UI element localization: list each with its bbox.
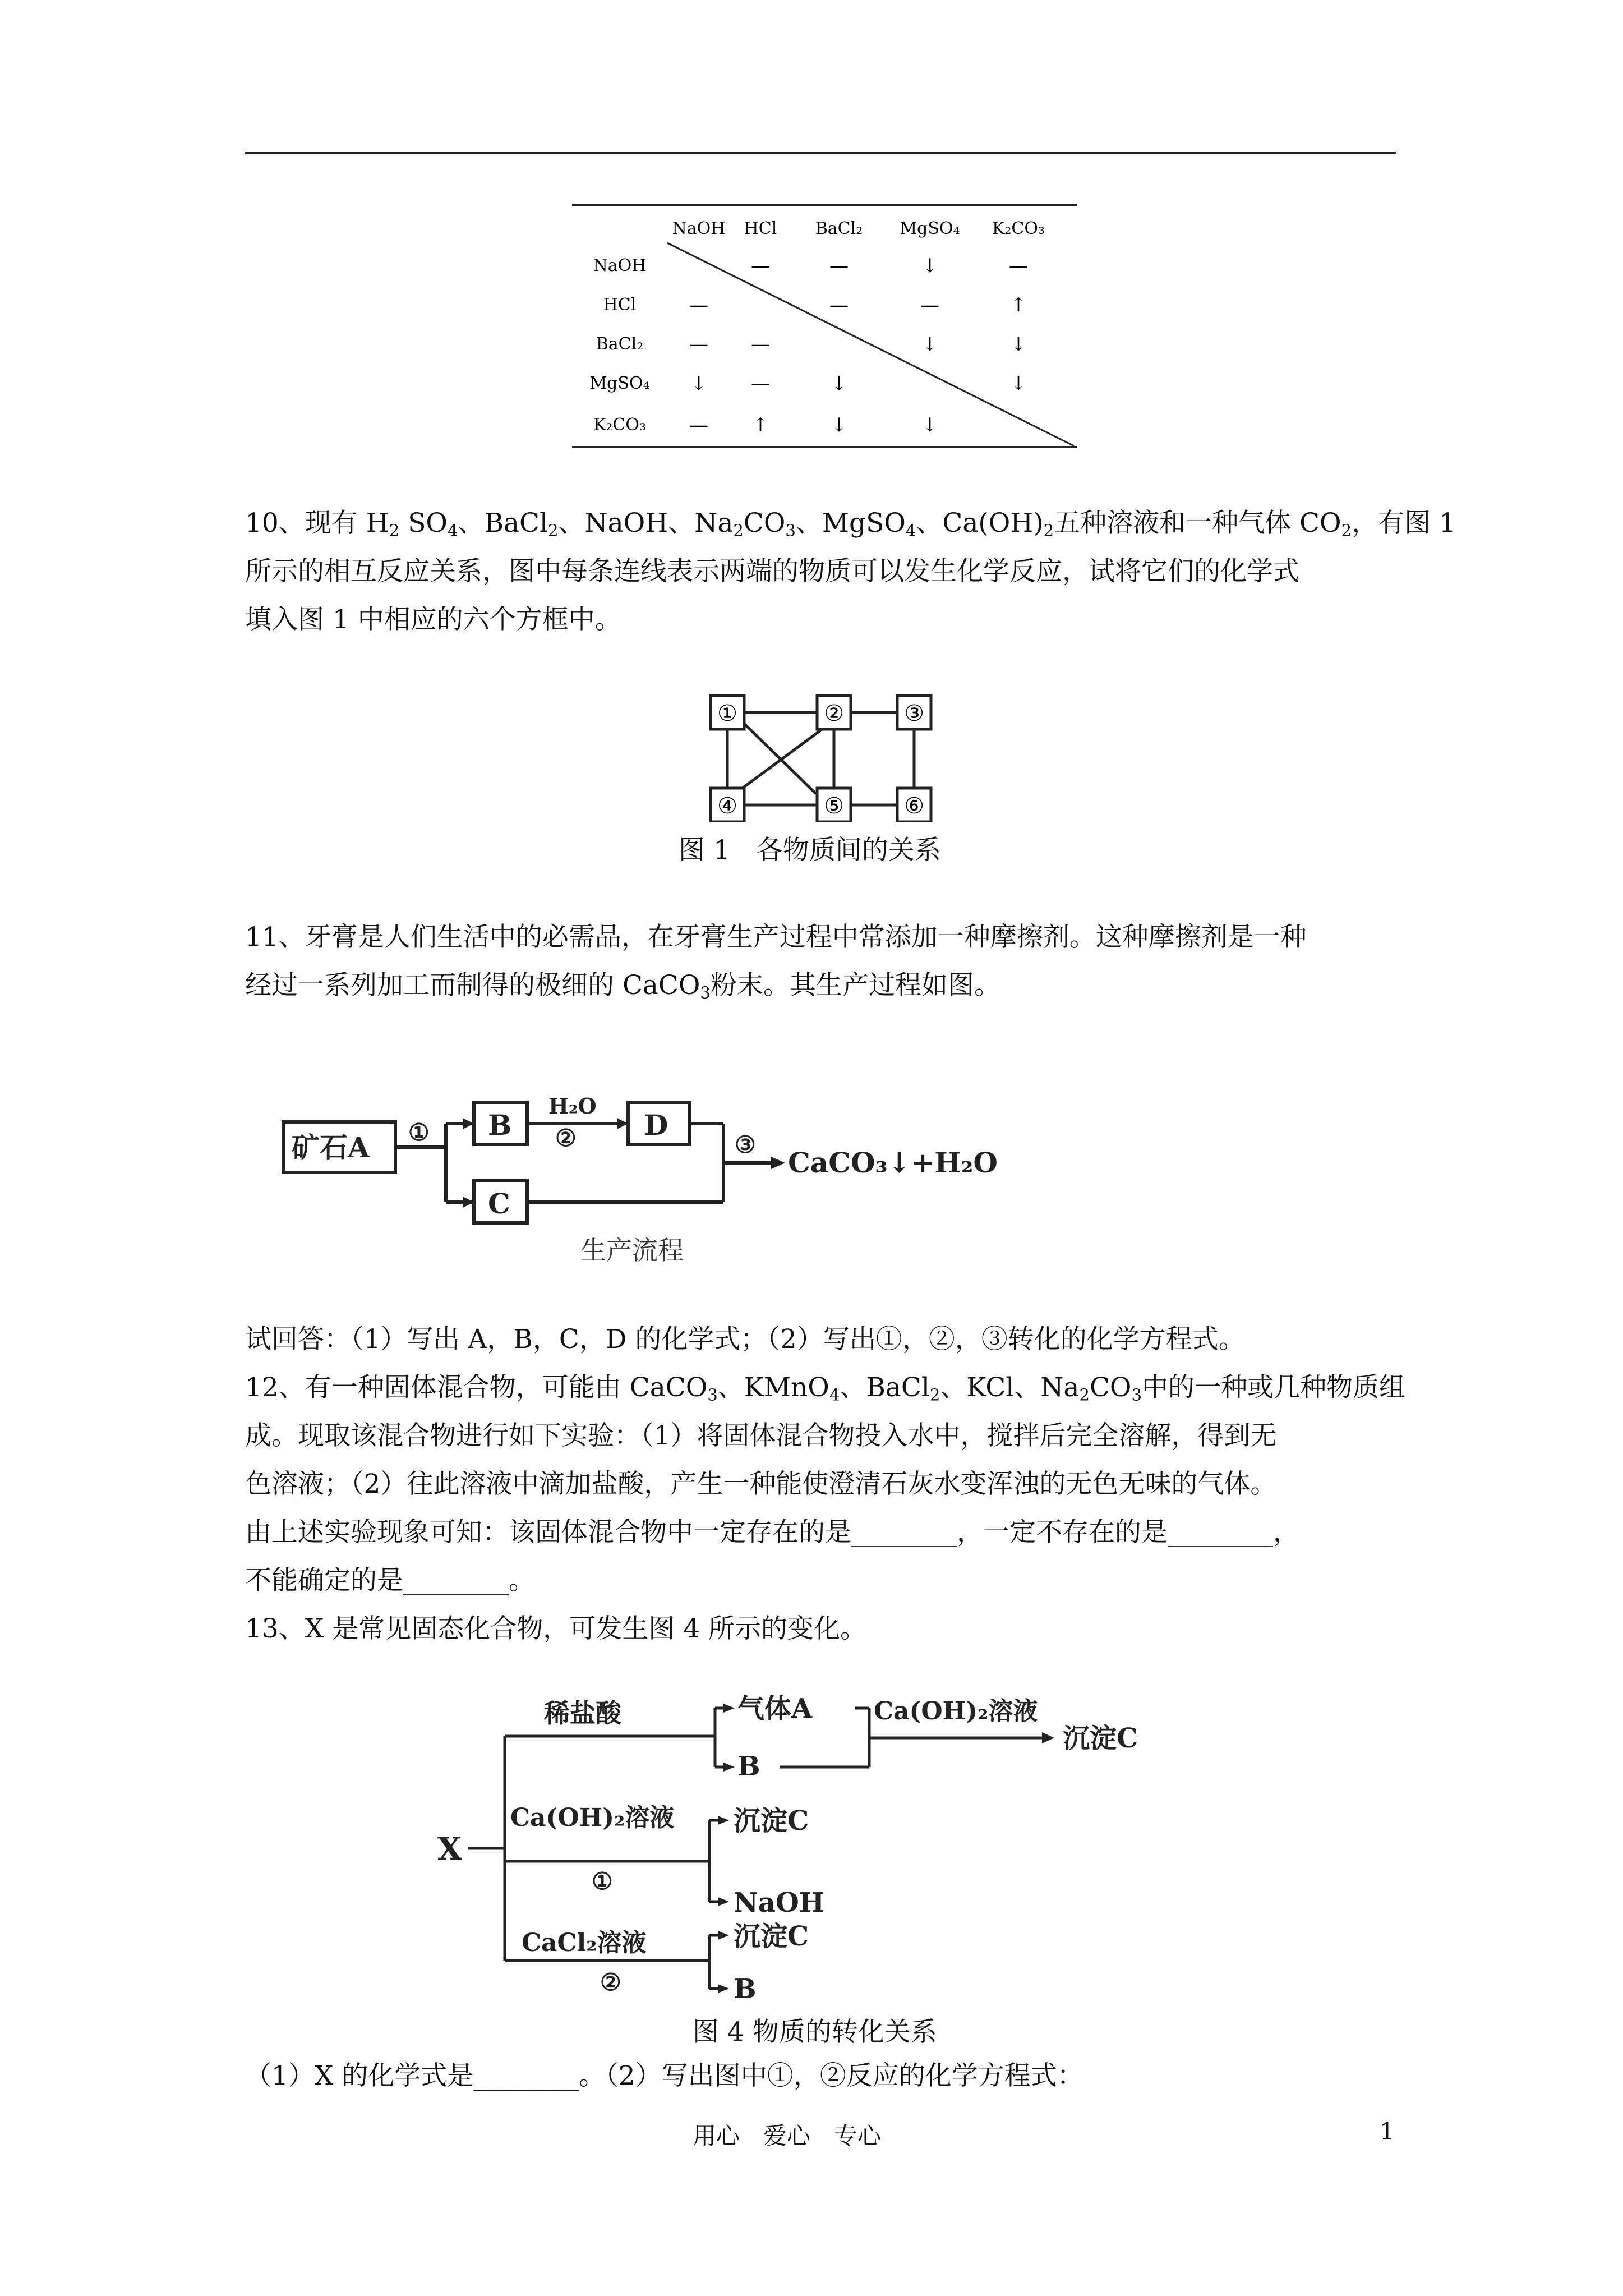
figure-4-step-2: ②	[600, 1968, 621, 1996]
question-11-line: 经过一系列加工而制得的极细的 CaCO$_3$粉末。其生产过程如图。	[245, 970, 1000, 1002]
figure-4-precipitate-c-1: 沉淀C	[1063, 1723, 1138, 1754]
question-10	[245, 499, 1456, 644]
table-header: K₂CO₃	[992, 219, 1045, 238]
table-cell: ↓	[921, 414, 938, 436]
figure-4-limewater: Ca(OH)₂溶液	[874, 1697, 1038, 1726]
figure-4-reagent-2: Ca(OH)₂溶液	[510, 1803, 675, 1832]
question-10-line: 10、现有 $H_2$ $SO_4$、BaCl$_2$、NaOH、$Na_2CO_3$、MgSO$_4$、$Ca(OH)_2$五种溶液和一种气体 $CO_2$，有图 1	[245, 508, 1456, 540]
question-12-line: 12、有一种固体混合物，可能由 CaCO$_3$、KMnO$_4$、BaCl$_2$、KCl、$Na_2CO_3$中的一种或几种物质组	[245, 1372, 1405, 1405]
table-row-label: NaOH	[593, 256, 647, 275]
question-11-answer-line: 试回答：（1）写出 A，B，C，D 的化学式；（2）写出①，②，③转化的化学方程式。	[245, 1324, 1245, 1355]
reaction-table	[566, 199, 1082, 457]
flow-water: H₂O	[548, 1093, 597, 1119]
table-cell: ↓	[690, 372, 707, 395]
figure-4-b-1: B	[737, 1751, 760, 1782]
table-cell: —	[829, 294, 849, 316]
figure-4-naoh: NaOH	[734, 1887, 825, 1918]
table-cell: —	[689, 294, 708, 316]
question-12	[245, 1315, 1405, 1653]
figure-1-box-6: ⑥	[904, 793, 924, 819]
figure-4-precipitate-c-2: 沉淀C	[734, 1805, 809, 1837]
table-header: HCl	[744, 219, 777, 238]
question-10-line: 填入图 1 中相应的六个方框中。	[245, 604, 621, 635]
figure-1-caption: 图 1 各物质间的关系	[679, 835, 941, 866]
table-cell: ↓	[1010, 333, 1027, 356]
figure-4-reagent-1: 稀盐酸	[544, 1698, 621, 1728]
figure-4-b-2: B	[734, 1973, 757, 2003]
flow-step-1: ①	[408, 1119, 430, 1146]
table-row-label: K₂CO₃	[593, 415, 647, 435]
table-row-label: MgSO₄	[589, 374, 650, 393]
flow-ore-a: 矿石A	[292, 1131, 370, 1164]
flow-c: C	[488, 1187, 510, 1220]
figure-4-precipitate-c-3: 沉淀C	[734, 1921, 809, 1952]
table-cell: —	[751, 333, 770, 356]
table-cell: —	[689, 414, 708, 436]
question-13-answer	[245, 2052, 1396, 2100]
flow-d: D	[644, 1108, 668, 1142]
table-cell: ↓	[831, 414, 847, 436]
table-cell: —	[829, 255, 849, 277]
figure-4-step-1: ①	[592, 1867, 613, 1895]
flow-b: B	[488, 1108, 512, 1142]
header-rule	[245, 152, 1396, 154]
question-12-line: 由上述实验现象可知：该固体混合物中一定存在的是________，一定不存在的是________，	[245, 1517, 1299, 1548]
figure-1-box-5: ⑤	[824, 793, 844, 819]
footer-slogan: 用心 爱心 专心	[693, 2122, 882, 2150]
table-row-label: HCl	[603, 295, 637, 315]
table-cell: ↓	[921, 333, 938, 356]
flow-product: CaCO₃↓+H₂O	[788, 1146, 998, 1179]
figure-4-diagram	[437, 1683, 1223, 2003]
figure-4-reagent-3: CaCl₂溶液	[522, 1929, 647, 1957]
table-cell: —	[689, 333, 708, 356]
figure-1-diagram	[704, 693, 939, 822]
table-cell: —	[1009, 255, 1028, 277]
figure-1-box-2: ②	[824, 701, 844, 726]
question-10-line: 所示的相互反应关系，图中每条连线表示两端的物质可以发生化学反应，试将它们的化学式	[245, 556, 1299, 587]
table-header: NaOH	[672, 219, 726, 238]
figure-1-box-4: ④	[717, 793, 737, 819]
figure-1-box-1: ①	[717, 701, 737, 726]
question-13-answer-line: （1）X 的化学式是________。（2）写出图中①，②反应的化学方程式：	[245, 2060, 1083, 2091]
table-row-label: BaCl₂	[596, 334, 644, 354]
table-cell: ↑	[752, 414, 769, 436]
table-cell: ↑	[1010, 294, 1027, 316]
figure-4-x: X	[437, 1830, 462, 1867]
table-cell: ↓	[831, 372, 847, 395]
question-11	[245, 913, 1396, 1010]
figure-4-caption: 图 4 物质的转化关系	[693, 2017, 937, 2047]
table-cell: —	[751, 372, 770, 395]
figure-1-box-3: ③	[904, 701, 924, 726]
production-flow-diagram	[280, 1085, 1066, 1271]
question-11-line: 11、牙膏是人们生活中的必需品，在牙膏生产过程中常添加一种摩擦剂。这种摩擦剂是一种	[245, 922, 1307, 953]
page-number: 1	[1380, 2118, 1395, 2145]
question-13-line: 13、X 是常见固态化合物，可发生图 4 所示的变化。	[245, 1613, 866, 1644]
table-cell: ↓	[1010, 372, 1027, 395]
question-12-line: 成。现取该混合物进行如下实验：（1）将固体混合物投入水中，搅拌后完全溶解，得到无	[245, 1420, 1277, 1451]
question-12-line: 不能确定的是________。	[245, 1565, 535, 1596]
flow-step-3: ③	[735, 1131, 756, 1158]
table-cell: —	[751, 255, 770, 277]
question-12-line: 色溶液；（2）往此溶液中滴加盐酸，产生一种能使澄清石灰水变浑浊的无色无味的气体。	[245, 1469, 1277, 1499]
table-cell: —	[920, 294, 939, 316]
flow-caption: 生产流程	[580, 1235, 684, 1266]
table-header: BaCl₂	[815, 219, 863, 238]
table-cell: ↓	[921, 255, 938, 277]
table-header: MgSO₄	[900, 219, 960, 238]
flow-step-2: ②	[555, 1124, 577, 1152]
figure-4-gas-a: 气体A	[737, 1693, 813, 1724]
